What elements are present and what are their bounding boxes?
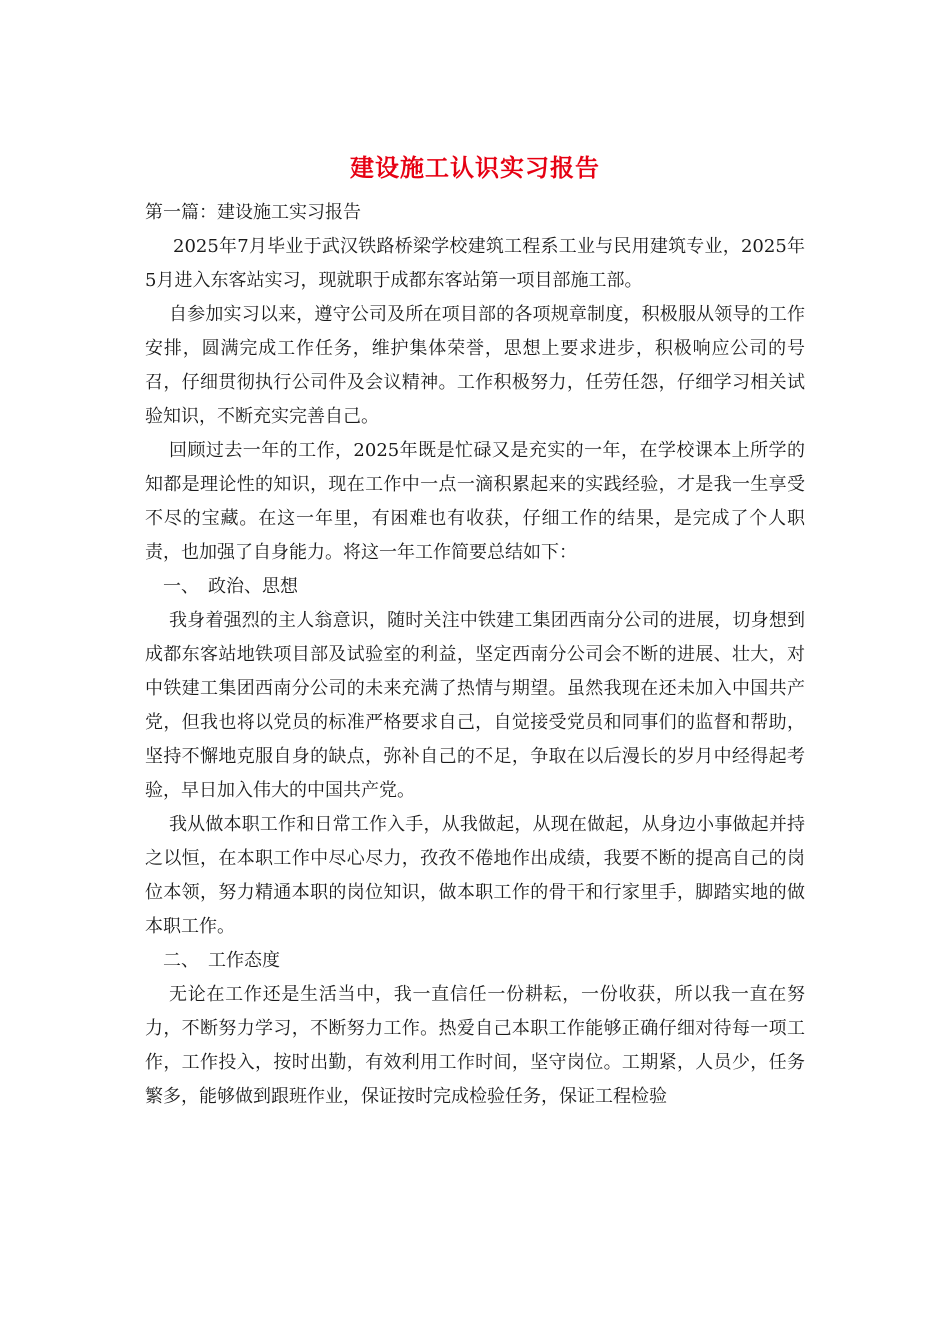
paragraph: 我从做本职工作和日常工作入手，从我做起，从现在做起，从身边小事做起并持之以恒，在本职工作中尽心尽力，孜孜不倦地作出成绩，我要不断的提高自己的岗位本领，努力精通本职的岗位知识，做本职工作的骨干和行家里手，脚踏实地的做本职工作。 — [145, 814, 805, 937]
document-title: 建设施工认识实习报告 — [350, 153, 600, 182]
paragraph: 回顾过去一年的工作，2025年既是忙碌又是充实的一年，在学校课本上所学的知都是理论性的知识，现在工作中一点一滴积累起来的实践经验，才是我一生享受不尽的宝藏。在这一年里，有困难也有收获，仔细工作的结果，是完成了个人职责，也加强了自身能力。将这一年工作简要总结如下： — [145, 440, 805, 563]
paragraph: 无论在工作还是生活当中，我一直信任一份耕耘，一份收获，所以我一直在努力，不断努力学习，不断努力工作。热爱自己本职工作能够正确仔细对待每一项工作，工作投入，按时出勤，有效利用工作时间，坚守岗位。工期紧，人员少，任务繁多，能够做到跟班作业，保证按时完成检验任务，保证工程检验 — [145, 984, 805, 1107]
document-body — [145, 196, 805, 1114]
paragraph: 自参加实习以来，遵守公司及所在项目部的各项规章制度，积极服从领导的工作安排，圆满完成工作任务，维护集体荣誉，思想上要求进步，积极响应公司的号召，仔细贯彻执行公司件及会议精神。工作积极努力，任劳任怨，仔细学习相关试验知识，不断充实完善自己。 — [145, 304, 805, 427]
paragraph: 2025年7月毕业于武汉铁路桥梁学校建筑工程系工业与民用建筑专业，2025年5月进入东客站实习，现就职于成都东客站第一项目部施工部。 — [145, 236, 805, 291]
section-heading: 一、 政治、思想 — [163, 576, 298, 597]
section-heading: 二、 工作态度 — [163, 950, 280, 971]
document-subtitle: 第一篇：建设施工实习报告 — [145, 202, 361, 223]
paragraph: 我身着强烈的主人翁意识，随时关注中铁建工集团西南分公司的进展，切身想到成都东客站地铁项目部及试验室的利益，坚定西南分公司会不断的进展、壮大，对中铁建工集团西南分公司的未来充满了热情与期望。虽然我现在还未加入中国共产党，但我也将以党员的标准严格要求自己，自觉接受党员和同事们的监督和帮助，坚持不懈地克服自身的缺点，弥补自己的不足，争取在以后漫长的岁月中经得起考验，早日加入伟大的中国共产党。 — [145, 610, 805, 801]
